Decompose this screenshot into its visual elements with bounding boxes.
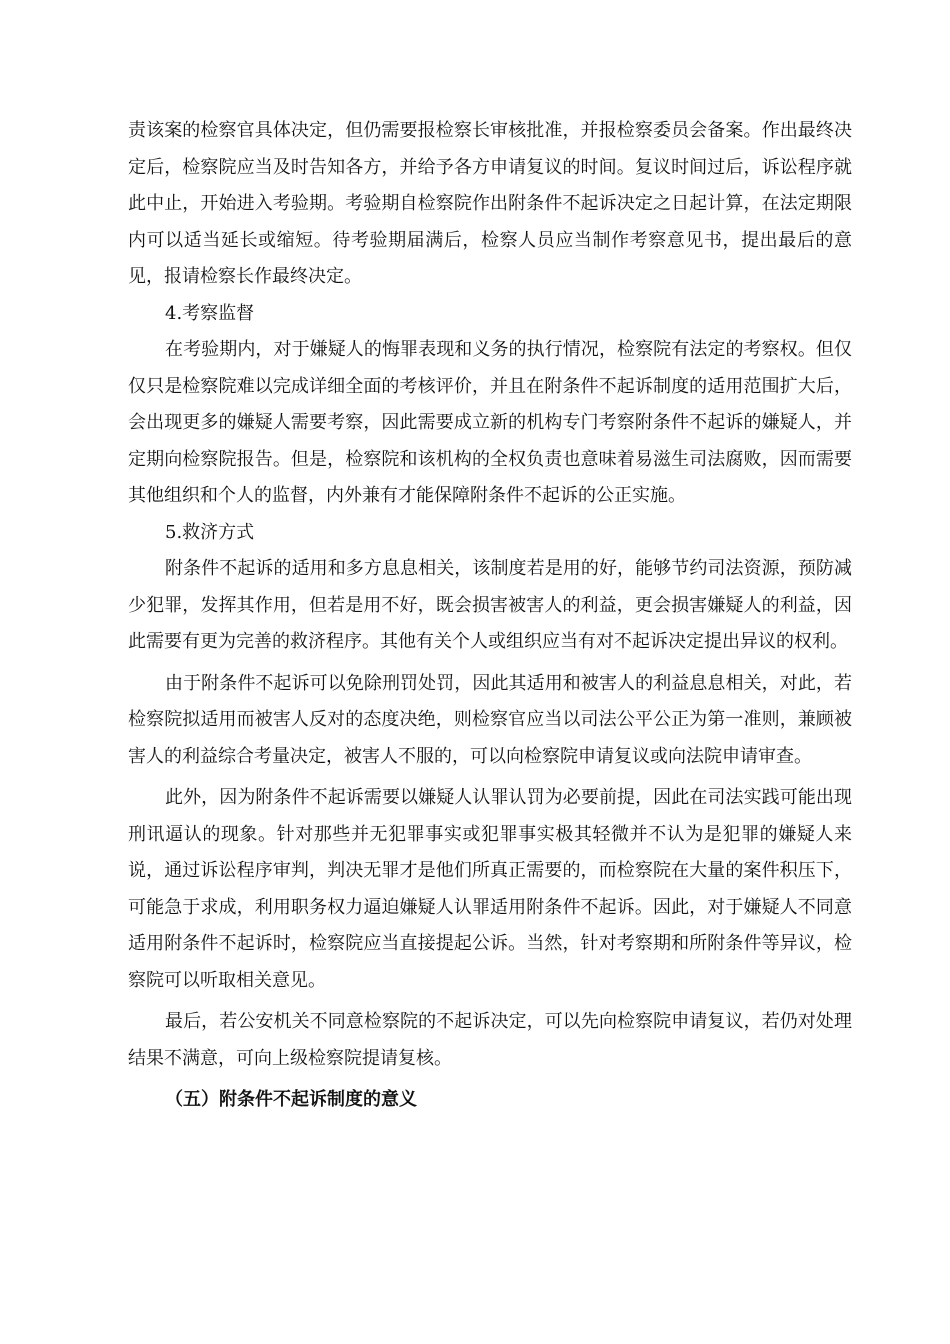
paragraph-police-remedy: 最后，若公安机关不同意检察院的不起诉决定，可以先向检察院申请复议，若仍对处理结果不满意，可向上级检察院提请复核。 <box>128 1011 852 1069</box>
document-body <box>128 113 852 1119</box>
paragraph-remedy-intro: 附条件不起诉的适用和多方息息相关，该制度若是用的好，能够节约司法资源，预防减少犯罪，发挥其作用，但若是用不好，既会损害被害人的利益，更会损害嫌疑人的利益，因此需要有更为完善的救济程序。其他有关个人或组织应当有对不起诉决定提出异议的权利。 <box>128 558 852 652</box>
paragraph-suspect-remedy: 此外，因为附条件不起诉需要以嫌疑人认罪认罚为必要前提，因此在司法实践可能出现刑讯逼认的现象。针对那些并无犯罪事实或犯罪事实极其轻微并不认为是犯罪的嫌疑人来说，通过诉讼程序审判，判决无罪才是他们所真正需要的，而检察院在大量的案件积压下，可能急于求成，利用职务权力逼迫嫌疑人认罪适用附条件不起诉。因此，对于嫌疑人不同意适用附条件不起诉时，检察院应当直接提起公诉。当然，针对考察期和所附条件等异议，检察院可以听取相关意见。 <box>128 787 852 991</box>
section-heading-significance: （五）附条件不起诉制度的意义 <box>165 1089 417 1110</box>
subheading-remedy: 5.救济方式 <box>165 521 255 543</box>
subheading-supervision: 4.考察监督 <box>165 302 255 324</box>
paragraph-supervision: 在考验期内，对于嫌疑人的悔罪表现和义务的执行情况，检察院有法定的考察权。但仅仅只是检察院难以完成详细全面的考核评价，并且在附条件不起诉制度的适用范围扩大后，会出现更多的嫌疑人需要考察，因此需要成立新的机构专门考察附条件不起诉的嫌疑人，并定期向检察院报告。但是，检察院和该机构的全权负责也意味着易滋生司法腐败，因而需要其他组织和个人的监督，内外兼有才能保障附条件不起诉的公正实施。 <box>128 339 852 506</box>
paragraph-decision-procedure: 责该案的检察官具体决定，但仍需要报检察长审核批准，并报检察委员会备案。作出最终决定后，检察院应当及时告知各方，并给予各方申请复议的时间。复议时间过后，诉讼程序就此中止，开始进入考验期。考验期自检察院作出附条件不起诉决定之日起计算，在法定期限内可以适当延长或缩短。待考验期届满后，检察人员应当制作考察意见书，提出最后的意见，报请检察长作最终决定。 <box>128 120 852 287</box>
paragraph-victim-remedy: 由于附条件不起诉可以免除刑罚处罚，因此其适用和被害人的利益息息相关，对此，若检察院拟适用而被害人反对的态度决绝，则检察官应当以司法公平公正为第一准则，兼顾被害人的利益综合考量决定，被害人不服的，可以向检察院申请复议或向法院申请审查。 <box>128 672 852 767</box>
